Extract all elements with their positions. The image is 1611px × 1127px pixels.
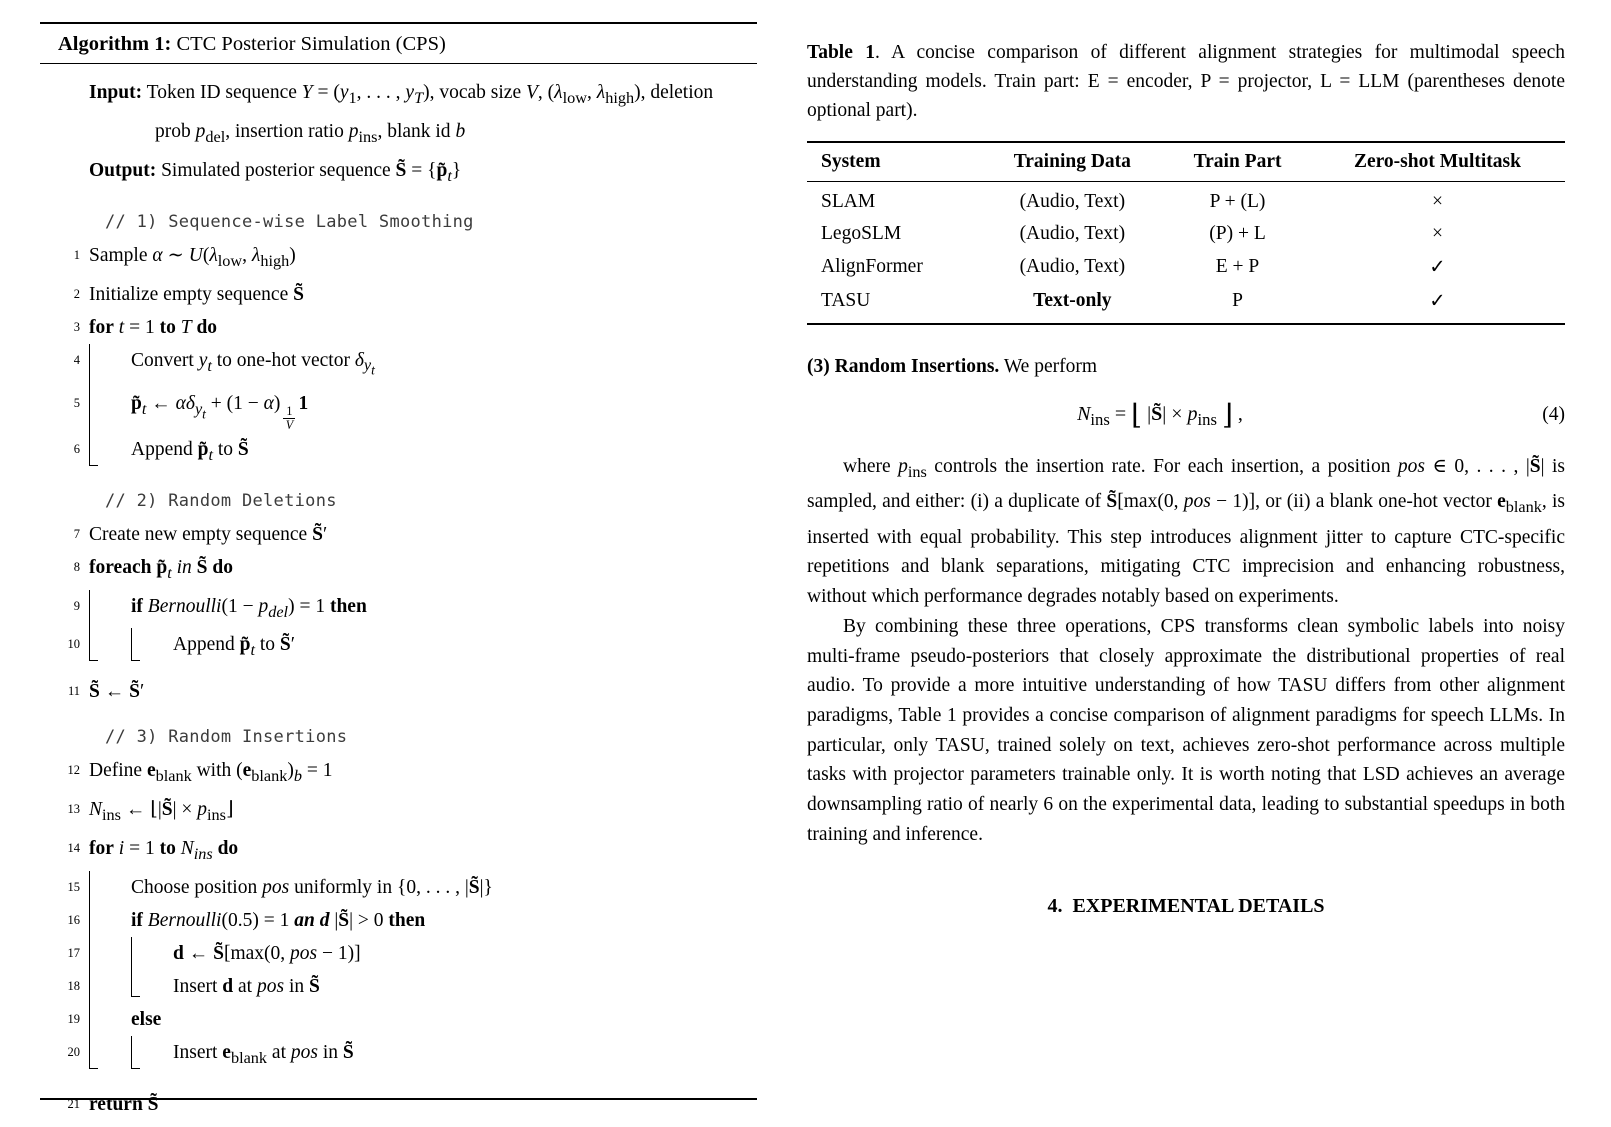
cell-train-part: (P) + L: [1209, 223, 1266, 244]
line-number: [42, 721, 89, 754]
algo-line-7: [42, 518, 749, 551]
line-text: d ← S̃[max(0, pos − 1)]: [173, 943, 361, 965]
algo-line-5: [42, 387, 749, 433]
algo-line-2: [42, 278, 749, 311]
cell-training-data: Text-only: [1033, 290, 1112, 311]
input-text: Token ID sequence $Y = (y_1$, . . . , $y_T$), vocab size V, ($\lambda_{low}$, $\lambda_{high}$), deletion prob $p_{del}$, insertion ratio $p_{ins}$, blank id b: [142, 82, 714, 146]
algorithm-box: [40, 22, 757, 1115]
line-text: Append $p̃_t$ to S̃′: [173, 634, 296, 660]
indent-bar: [89, 433, 131, 472]
line-text: if Bernoulli(1 − $p_{del}) = 1$ then: [131, 595, 367, 621]
line-text: Append $p̃_t$ to S̃: [131, 438, 249, 464]
algorithm-label: Algorithm 1:: [58, 33, 172, 55]
cell-system: LegoSLM: [821, 223, 902, 244]
line-number: 3: [73, 319, 80, 334]
col-header-train-part: Train Part: [1165, 142, 1310, 182]
cell-zero-shot: ×: [1431, 191, 1443, 212]
line-number: 9: [73, 598, 80, 613]
algo-line-13: [42, 793, 749, 832]
indent-bar: [89, 1003, 131, 1036]
table-row-alignformer: [807, 250, 1565, 284]
comment-text: // 3) Random Insertions: [105, 727, 348, 748]
line-text: Create new empty sequence S̃′: [89, 523, 328, 545]
cell-zero-shot: ×: [1431, 223, 1443, 244]
cell-zero-shot: ✓: [1429, 257, 1446, 278]
algo-comment-2: [42, 485, 749, 518]
line-text: Insert d at pos in S̃: [173, 976, 320, 998]
comment-text: // 1) Sequence-wise Label Smoothing: [105, 211, 474, 232]
line-text: return S̃: [89, 1093, 159, 1115]
cell-system: SLAM: [821, 191, 876, 212]
algo-line-3: [42, 311, 749, 344]
line-number: 6: [73, 441, 80, 456]
algo-line-10: [42, 628, 749, 667]
line-number: 13: [67, 802, 80, 817]
line-number: [42, 206, 89, 239]
cell-training-data: (Audio, Text): [1019, 191, 1126, 212]
line-number: 10: [67, 637, 80, 652]
paragraph-by-combining: By combining these three operations, CPS transforms clean symbolic labels into noisy multi-frame pseudo-posteriors that closely approximate the distributional properties of real audio. To provide a more intuitive understanding of how TASU differs from other alignment paradigms, Table 1 provides a concise comparison of alignment paradigms for speech LLMs. In particular, only TASU, trained solely on text, achieves zero-shot performance across multiple tasks with projector parameters trainable only. It is worth noting that LSD achieves an average downsampling ratio of nearly 6 on the experimental data, leading to substantial speedups in both training and inference.: [807, 615, 1565, 845]
line-number: 20: [67, 1045, 80, 1060]
comment-text: // 2) Random Deletions: [105, 490, 337, 511]
algo-line-20: [42, 1036, 749, 1075]
table-header-row: [807, 142, 1565, 182]
line-number: 7: [73, 526, 80, 541]
col-header-system: System: [807, 142, 980, 182]
algo-line-16: [42, 904, 749, 937]
algo-line-21: [42, 1088, 749, 1121]
cell-train-part: P: [1232, 290, 1243, 311]
line-number: 2: [73, 286, 80, 301]
indent-bar: [89, 590, 131, 629]
line-text: for t = 1 to T do: [89, 316, 218, 338]
right-column: [807, 22, 1565, 1127]
algorithm-title-text: CTC Posterior Simulation (CPS): [171, 33, 446, 55]
algo-line-12: [42, 754, 749, 793]
algo-line-9: [42, 590, 749, 629]
algo-comment-3: [42, 721, 749, 754]
line-text: S̃ ← S̃′: [89, 681, 145, 703]
indent-bar: [131, 628, 173, 667]
line-number: 19: [67, 1012, 80, 1027]
cell-train-part: E + P: [1215, 256, 1260, 277]
table-row-tasu: [807, 284, 1565, 324]
line-text: Initialize empty sequence S̃: [89, 283, 304, 305]
indent-bar: [89, 628, 131, 667]
line-number: [42, 485, 89, 518]
indent-bar: [131, 1036, 173, 1075]
table-caption: Table 1. A concise comparison of different alignment strategies for multimodal speech understanding models. Train part: E = encoder, P = projector, L = LLM (parentheses denote optional part).: [807, 42, 1565, 121]
line-number: 15: [67, 880, 80, 895]
line-text: foreach $p̃_t$ in S̃ do: [89, 556, 233, 582]
line-number: 8: [73, 559, 80, 574]
line-text: Choose position pos uniformly in {0, . . . , |S̃|}: [131, 877, 493, 899]
algo-line-18: [42, 970, 749, 1003]
indent-bar: [131, 937, 173, 970]
input-label: Input:: [89, 82, 143, 103]
indent-bar: [89, 871, 131, 904]
line-text: if Bernoulli(0.5) = 1 an d |S̃| > 0 then: [131, 910, 426, 932]
algo-line-17: [42, 937, 749, 970]
cell-system: TASU: [821, 290, 871, 311]
output-label: Output:: [89, 159, 157, 181]
line-number: 1: [73, 247, 80, 262]
line-text: Sample α ∼ $U(\lambda_{low}$, $\lambda_{high}$): [89, 244, 296, 270]
line-text: $p̃_t$ ← $\alpha\delta_{y_t} + (1 - \alpha)$ $\frac{1}{V}$ 1: [131, 392, 309, 433]
line-text: Convert $y_t$ to one-hot vector $\delta_{y_t}$: [131, 349, 375, 378]
cell-train-part: P + (L): [1209, 191, 1266, 212]
indent-bar: [89, 387, 131, 433]
section-heading-experimental-details: 4. EXPERIMENTAL DETAILS: [1047, 895, 1325, 918]
col-header-training-data: Training Data: [980, 142, 1166, 182]
col-header-zero-shot: Zero-shot Multitask: [1310, 142, 1565, 182]
paragraph-random-insertions-lead: (3) Random Insertions. We perform: [807, 356, 1098, 377]
indent-bar: [131, 970, 173, 1003]
line-number: 18: [67, 979, 80, 994]
indent-bar: [89, 970, 131, 1003]
algo-line-11: [42, 675, 749, 708]
output-text: Simulated posterior sequence S̃ = $\{p̃_t\}$: [156, 159, 462, 185]
line-number: 16: [67, 913, 80, 928]
equation-body: $N_{ins}$ = ⌊ |S̃| × $p_{ins}$ ⌋ ,: [1077, 399, 1243, 431]
cell-training-data: (Audio, Text): [1019, 256, 1126, 277]
line-number: 17: [67, 946, 80, 961]
algo-comment-1: [42, 206, 749, 239]
table-row-legoslm: [807, 218, 1565, 250]
indent-bar: [89, 904, 131, 937]
indent-bar: [89, 344, 131, 387]
algo-line-14: [42, 832, 749, 871]
line-text: $N_{ins}$ ← ⌊|S̃| × $p_{ins}⌋$: [89, 799, 234, 825]
cell-training-data: (Audio, Text): [1019, 223, 1126, 244]
algo-line-6: [42, 433, 749, 472]
line-number: 14: [67, 841, 80, 856]
indent-bar: [89, 937, 131, 970]
line-number: 5: [73, 395, 80, 410]
table-row-slam: [807, 182, 1565, 219]
line-text: else: [131, 1009, 162, 1031]
algo-line-15: [42, 871, 749, 904]
algo-line-19: [42, 1003, 749, 1036]
paragraph-where: where $p_{ins}$ controls the insertion rate. For each insertion, a position pos ∈ 0, . . . , |S̃| is sampled, and either: (i) a duplicate of S̃[max(0, pos − 1)], or (ii) a blank one-hot vector $e_{blank}$, is inserted with equal probability. This step introduces alignment jitter to capture CTC-specific repetitions and blank separations, mitigating CTC imprecision and enhancing robustness, without which performance degrades notably based on experiments.: [807, 455, 1565, 608]
indent-bar: [89, 1036, 131, 1075]
equation-4: [807, 398, 1565, 432]
line-number: 12: [67, 763, 80, 778]
algo-line-1: [42, 239, 749, 278]
algorithm-body: [40, 64, 757, 1121]
line-number: 11: [67, 684, 80, 699]
cell-zero-shot: ✓: [1429, 291, 1446, 312]
algorithm-output: [89, 154, 749, 193]
algo-line-4: [42, 344, 749, 387]
line-text: Define $e_{blank}$ with $(e_{blank})_b = 1$: [89, 760, 333, 786]
equation-number: (4): [1542, 403, 1565, 425]
line-number: 4: [73, 352, 80, 367]
algorithm-input: [89, 76, 749, 154]
left-column: [40, 22, 757, 1127]
algo-line-8: [42, 551, 749, 590]
cell-system: AlignFormer: [821, 256, 923, 277]
line-text: for i = 1 to $N_{ins}$ do: [89, 838, 239, 864]
line-text: Insert $e_{blank}$ at pos in S̃: [173, 1042, 354, 1067]
comparison-table: [807, 141, 1565, 325]
line-number: 21: [67, 1096, 80, 1111]
algorithm-title: [40, 24, 757, 64]
